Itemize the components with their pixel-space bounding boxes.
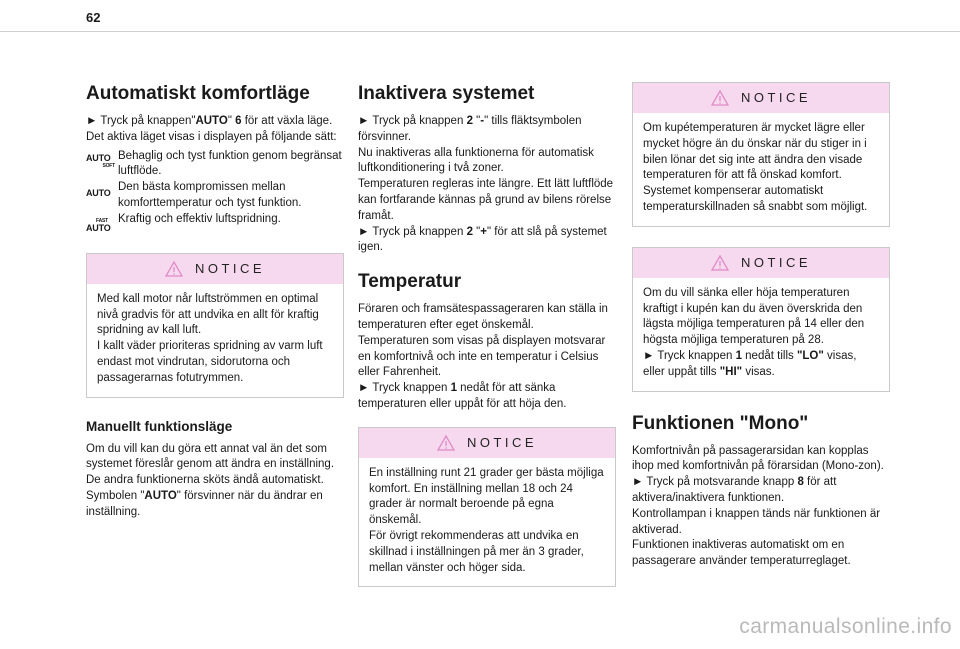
deactivate-text: ► Tryck på knappen 2 "-" tills fläktsymbolen försvinner. Nu inaktiveras alla funktionerna för automatisk luftkonditionering i två zoner. Temperaturen regleras inte längre. Ett lätt luftflöde kan fortfarande kännas på grund av bilens rörelse framåt. ► Tryck på knappen 2 "+" för att slå på systemet igen. xyxy=(358,115,614,254)
section-title-manual: Manuellt funktionsläge xyxy=(86,418,233,434)
notice-box-lo-hi xyxy=(632,247,890,392)
mode-fast xyxy=(86,212,344,233)
notice-header xyxy=(87,254,343,284)
notice-title: NOTICE xyxy=(740,254,812,270)
notice-box-cold-engine xyxy=(86,253,344,398)
notice-box-temperature xyxy=(358,427,616,588)
mode-fast-text: Kraftig och effektiv luftspridning. xyxy=(118,212,281,225)
notice-title: NOTICE xyxy=(740,90,812,106)
auto-soft-icon: AUTO SOFT xyxy=(86,152,115,169)
notice-body: En inställning runt 21 grader ger bästa möjliga komfort. En inställning mellan 18 och 24 grader är normalt beroende på egna önskemål. För övrigt rekommenderas att undvika en skillnad i inställningen på mer än 3 grader, mellan vänster och höger sida. xyxy=(369,466,604,574)
auto-icon: AUTO xyxy=(86,188,111,199)
mode-soft xyxy=(86,149,344,181)
notice-body: Med kall motor når luftströmmen en optimal nivå gradvis för att undvika en allt för kraftig spridning av kall luft. I kallt väder prioriteras spridning av varm luft endast mot vindrutan, sidorutorna och passagerarnas fotutrymmen. xyxy=(97,292,323,384)
header-rule xyxy=(0,31,960,32)
manual-text: Om du vill kan du göra ett annat val än det som systemet föreslår genom att ändra en inställning. De andra funktionerna sköts ändå automatiskt. Symbolen "AUTO" försvinner när du ändrar en inställning. xyxy=(86,442,335,518)
watermark: carmanualsonline.info xyxy=(739,615,952,638)
notice-title: NOTICE xyxy=(466,434,538,450)
mode-list xyxy=(86,149,344,233)
mono-text: Komfortnivån på passagerarsidan kan kopplas ihop med komfortnivån på förarsidan (Mono-zon). ► Tryck på motsvarande knapp 8 för att aktivera/inaktivera funktionen. Kontrollampan i knappen tänds när funktionen är aktiverad. Funktionen inaktiveras automatiskt om en passagerare använder temperaturreglaget. xyxy=(632,444,884,568)
notice-title: NOTICE xyxy=(194,260,266,276)
notice-header xyxy=(633,248,889,278)
mode-normal xyxy=(86,180,344,212)
section-title-auto-comfort: Automatiskt komfortläge xyxy=(86,83,310,104)
notice-box-cabin-temp xyxy=(632,82,890,227)
section-title-mono: Funktionen "Mono" xyxy=(632,412,809,434)
temperature-text: Föraren och framsätespassageraren kan ställa in temperaturen efter eget önskemål. Temperaturen som visas på displayen motsvarar en komfortnivå och inte en temperatur i Celsius eller Fahrenheit. ► Tryck knappen 1 nedåt för att sänka temperaturen eller uppåt för att höja den. xyxy=(358,303,608,410)
section-title-temperature: Temperatur xyxy=(358,271,462,293)
notice-header xyxy=(359,428,615,458)
right-column xyxy=(632,82,890,570)
notice-header xyxy=(633,83,889,113)
section-title-deactivate: Inaktivera systemet xyxy=(358,83,535,104)
page-number: 62 xyxy=(86,10,101,25)
mode-soft-text: Behaglig och tyst funktion genom begränsat luftflöde. xyxy=(118,149,342,178)
left-column xyxy=(86,82,344,521)
mode-normal-text: Den bästa kompromissen mellan komforttemperatur och tyst funktion. xyxy=(118,181,302,209)
warning-icon xyxy=(165,261,183,277)
auto-fast-icon: FAST AUTO xyxy=(86,217,111,233)
auto-intro: ► Tryck på knappen"AUTO" 6 för att växla läge. Det aktiva läget visas i displayen på följande sätt: xyxy=(86,115,337,143)
notice-body: Om kupétemperaturen är mycket lägre eller mycket högre än du önskar när du stiger in i bilen lönar det sig inte att ändra den visade temperaturen för att få önskad komfort. Systemet kompenserar automatiskt temperaturskillnaden så snabbt som möjligt. xyxy=(643,122,868,213)
middle-column xyxy=(358,82,616,587)
warning-icon xyxy=(711,255,729,271)
notice-body: Om du vill sänka eller höja temperaturen kraftigt i kupén kan du även överskrida den lägsta möjliga temperaturen på 14 eller den högsta möjliga temperaturen på 28. ► Tryck knappen 1 nedåt tills "LO" visas, eller uppåt tills "HI" visas. xyxy=(643,286,865,378)
warning-icon xyxy=(437,435,455,451)
warning-icon xyxy=(711,90,729,106)
